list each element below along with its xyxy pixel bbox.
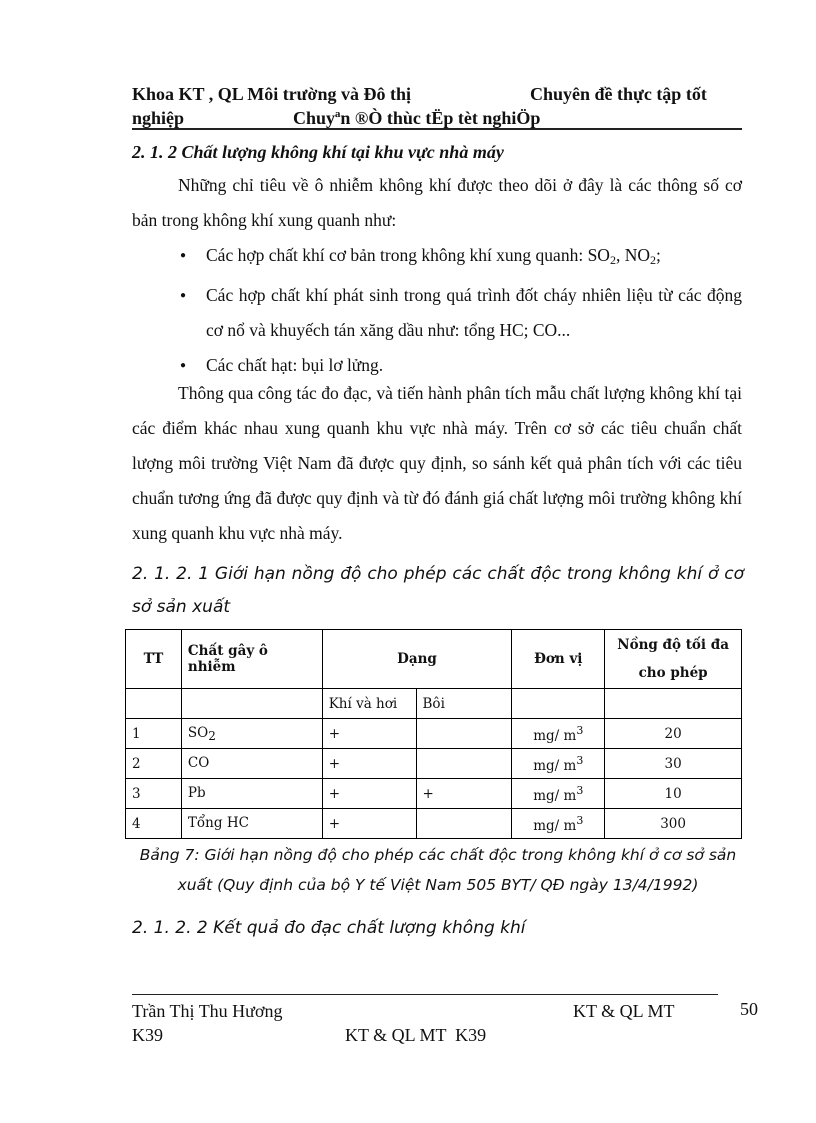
section-heading: 2. 1. 2 Chất lượng không khí tại khu vực nhà máy [132,142,504,162]
header-pollutant: Chất gây ô nhiễm [181,630,322,689]
table-header-row [126,630,742,689]
header-left: Khoa KT , QL Môi trường và Đô thị [132,84,411,104]
page-number: 50 [740,999,758,1019]
bullet-list [180,238,742,383]
table-row: 1 SO2 + mg/ $m^3$ 20 [126,719,742,749]
header-max: Nồng độ tối đa cho phép [605,630,742,689]
header-tt: TT [126,630,182,689]
footer-right: KT & QL MT [573,1001,675,1021]
table-row: 2 CO + mg/ $m^3$ 30 [126,749,742,779]
subsection-2-heading: 2. 1. 2. 2 Kết quả đo đạc chất lượng không khí [132,918,526,938]
bullet-item: ● Các hợp chất khí phát sinh trong quá trình đốt cháy nhiên liệu từ các động cơ nổ và khuyếch tán xăng dầu như: tổng HC; CO... [180,278,742,348]
header-right: Chuyên đề thực tập tốt [530,84,707,104]
table-row: 3 Pb + + mg/ $m^3$ 10 [126,779,742,809]
table-row: 4 Tổng HC + mg/ $m^3$ 300 [126,809,742,839]
header-form: Dạng [322,630,512,689]
limits-table [125,629,742,839]
subsection-1-heading: 2. 1. 2. 1 Giới hạn nồng độ cho phép các chất độc trong không khí ở cơ sở sản xuất [132,564,744,617]
table-subheader-row [126,689,742,719]
header-line2-left: nghiệp [132,108,185,128]
bullet-item: ● Các hợp chất khí cơ bản trong không khí xung quanh: $SO_2$, $NO_2$; [180,238,742,278]
analysis-paragraph: Thông qua công tác đo đạc, và tiến hành phân tích mẫu chất lượng không khí tại các điểm khác nhau xung quanh khu vực nhà máy. Trên cơ sở các tiêu chuẩn chất lượng môi trường Việt Nam đã được quy định, so sánh kết quả phân tích với các tiêu chuẩn tương ứng đã được quy định và từ đó đánh giá chất lượng môi trường không khí xung quanh khu vực nhà máy. [132,383,742,543]
header-unit: Đơn vị [512,630,605,689]
header-rule [132,128,742,130]
table-caption: Bảng 7: Giới hạn nồng độ cho phép các chất độc trong không khí ở cơ sở sản xuất (Quy định của bộ Y tế Việt Nam 505 BYT/ QĐ ngày 13/4/1992) [139,846,737,894]
footer-line2-center: KT & QL MT K39 [345,1025,487,1045]
footer-rule [132,994,718,995]
bullet-item: ● Các chất hạt: bụi lơ lửng. [180,348,742,383]
footer-line2-left: K39 [132,1025,163,1045]
header-dust: Bôi [416,689,512,719]
header-gas: Khí và hơi [322,689,416,719]
intro-paragraph: Những chỉ tiêu về ô nhiễm không khí được theo dõi ở đây là các thông số cơ bản trong không khí xung quanh như: [132,175,742,230]
header-line2-garbled: Chuyªn ®Ò thùc tËp tèt nghiÖp [293,108,541,128]
footer-author: Trần Thị Thu Hương [132,1001,283,1021]
